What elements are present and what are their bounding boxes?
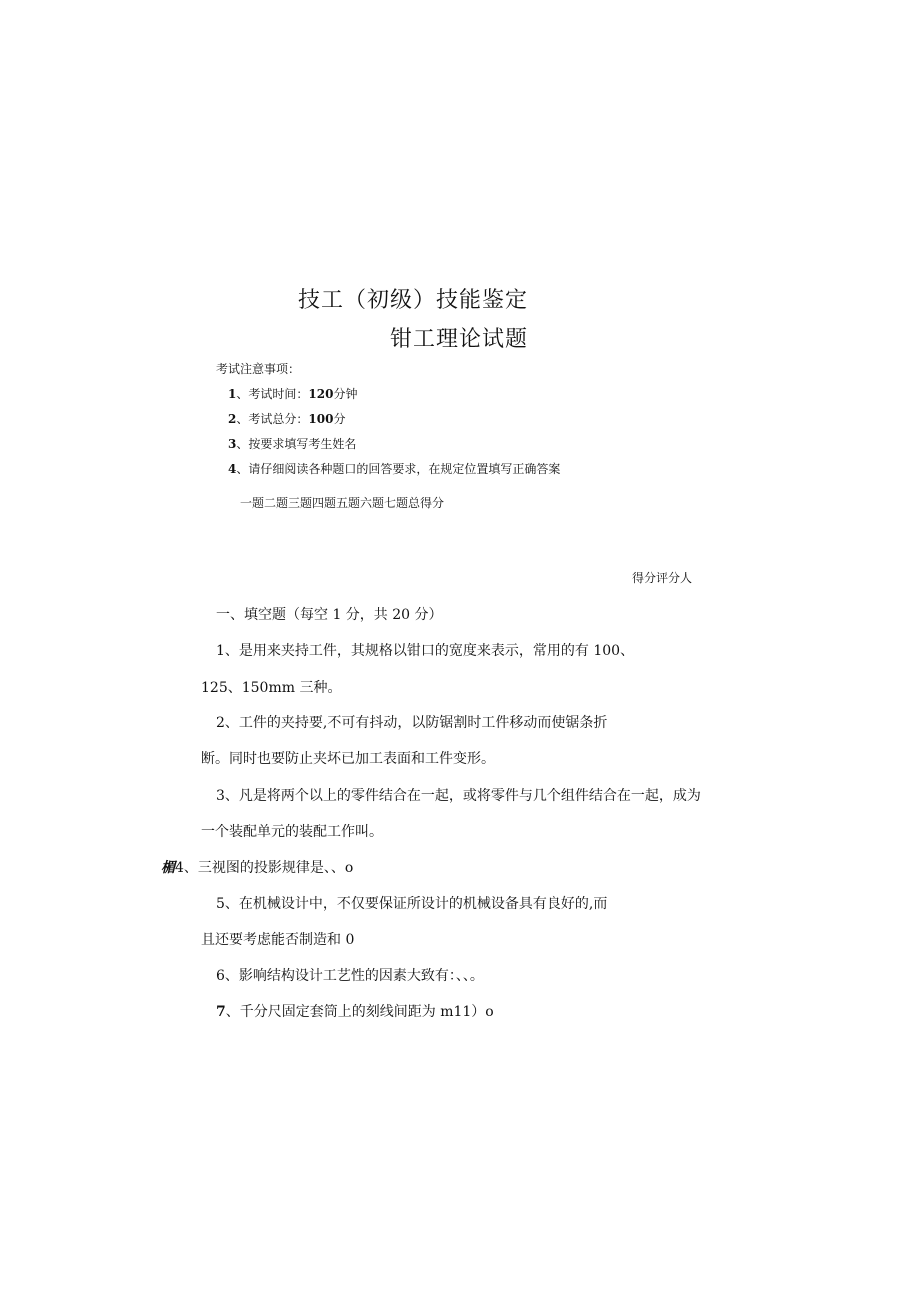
question-4	[161, 857, 353, 877]
note-item	[228, 435, 356, 452]
note-number: 1	[228, 387, 237, 401]
question-1-line-1: 1、是用来夹持工件，其规格以钳口的宽度来表示，常用的有 100、	[216, 643, 635, 659]
exam-subtitle: 钳工理论试题	[390, 327, 529, 352]
question-7-number: 7	[216, 1004, 226, 1020]
notes-heading: 考试注意事项：	[216, 362, 301, 376]
note-text: 、考试时间：	[236, 387, 309, 401]
note-number: 4	[228, 462, 237, 476]
note-number: 2	[228, 412, 237, 426]
note-value: 120	[308, 387, 334, 401]
note-item	[228, 410, 345, 427]
note-tail: 分	[333, 412, 346, 426]
question-4-text: 4、三视图的投影规律是、、o	[175, 860, 354, 876]
question-6: 6、影响结构设计工艺性的因素大致有：、、。	[216, 968, 484, 984]
scan-artifact-mark: 楣	[161, 860, 175, 876]
note-text: 、按要求填写考生姓名	[236, 437, 357, 451]
question-7	[216, 1001, 494, 1021]
grader-label: 得分评分人	[632, 571, 693, 585]
question-7-text: 、千分尺固定套筒上的刻线间距为 m11）o	[225, 1004, 494, 1020]
question-5-line-2: 且还要考虑能否制造和 0	[201, 932, 355, 948]
exam-title: 技工（初级）技能鉴定	[298, 288, 529, 313]
question-3-line-2: 一个装配单元的装配工作叫。	[201, 824, 383, 840]
note-number: 3	[228, 437, 237, 451]
note-tail: 分钟	[333, 387, 358, 401]
question-2-line-2: 断。同时也要防止夹坏已加工表面和工件变形。	[201, 751, 495, 767]
question-3-line-1: 3、凡是将两个以上的零件结合在一起，或将零件与几个组件结合在一起，成为	[216, 788, 701, 804]
question-1-line-2: 125、150mm 三种。	[201, 680, 342, 696]
note-value: 100	[308, 412, 334, 426]
question-2-line-1: 2、工件的夹持要,不可有抖动，以防锯割时工件移动而使锯条折	[216, 715, 608, 731]
note-item	[228, 385, 357, 402]
note-item	[228, 460, 560, 477]
score-table-header: 一题二题三题四题五题六题七题总得分	[240, 496, 445, 510]
note-text: 、请仔细阅读各种题口的回答要求，在规定位置填写正确答案	[236, 462, 561, 476]
question-5-line-1: 5、在机械设计中，不仅要保证所设计的机械设备具有良好的,而	[216, 896, 608, 912]
section-title: 一、填空题（每空 1 分，共 20 分）	[216, 607, 443, 623]
note-text: 、考试总分：	[236, 412, 309, 426]
